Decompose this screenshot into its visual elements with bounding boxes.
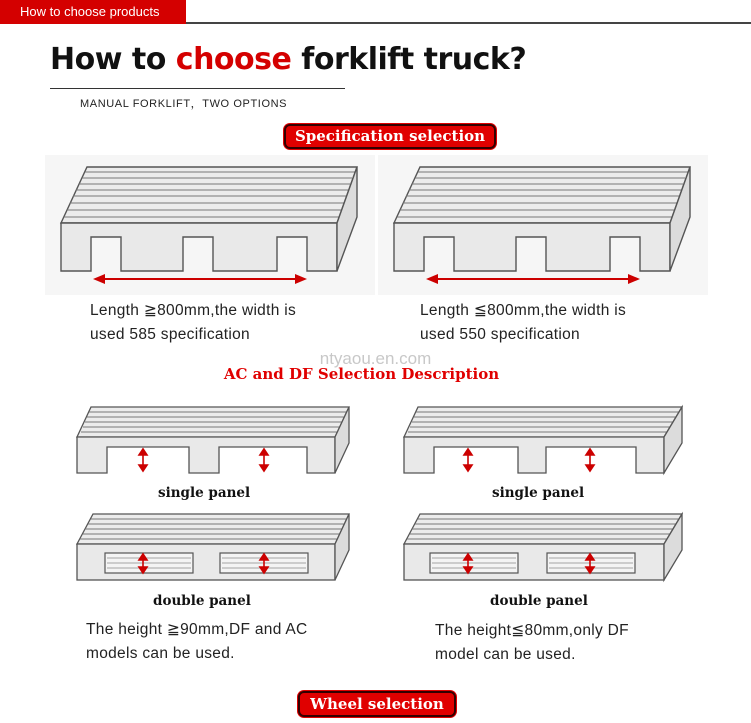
pallet-single-right-illustration <box>402 405 687 480</box>
title-underline <box>50 88 345 89</box>
page-title <box>50 42 526 77</box>
specification-heading: Specification selection <box>284 124 496 149</box>
pallet-double-right-illustration <box>402 512 687 584</box>
spec-left-line1: Length ≧800mm,the width is <box>90 302 297 319</box>
title-highlight: choose <box>175 42 292 77</box>
acdf-left-description <box>86 618 308 666</box>
title-part2: forklift truck? <box>291 42 527 77</box>
spec-left-description <box>90 299 296 347</box>
double-panel-left-label: double panel <box>153 593 251 609</box>
pallet-large-left-illustration <box>45 155 375 295</box>
acdf-right-line1: The height≦80mm,only DF <box>435 622 629 639</box>
double-panel-right-label: double panel <box>490 593 588 609</box>
acdf-heading-text: AC and DF Selection Description <box>223 365 500 383</box>
watermark-text: ntyaou.en.com <box>319 349 432 368</box>
acdf-left-line1: The height ≧90mm,DF and AC <box>86 621 308 638</box>
spec-left-line2: used 585 specification <box>90 326 250 343</box>
spec-right-line2: used 550 specification <box>420 326 580 343</box>
header-tab: How to choose products <box>0 0 186 24</box>
acdf-right-line2: model can be used. <box>435 646 576 663</box>
acdf-heading <box>0 365 751 383</box>
pallet-large-right-illustration <box>378 155 708 295</box>
header-divider <box>186 22 751 24</box>
single-panel-left-label: single panel <box>158 485 251 501</box>
title-part1: How to <box>50 42 176 77</box>
spec-right-description <box>420 299 626 347</box>
wheel-selection-heading: Wheel selection <box>298 691 456 717</box>
spec-right-line1: Length ≦800mm,the width is <box>420 302 627 319</box>
page-subtitle: MANUAL FORKLIFT，TWO OPTIONS <box>80 98 288 110</box>
single-panel-right-label: single panel <box>492 485 585 501</box>
acdf-left-line2: models can be used. <box>86 645 235 662</box>
pallet-single-left-illustration <box>75 405 355 480</box>
acdf-right-description <box>435 619 629 667</box>
pallet-double-left-illustration <box>75 512 355 584</box>
